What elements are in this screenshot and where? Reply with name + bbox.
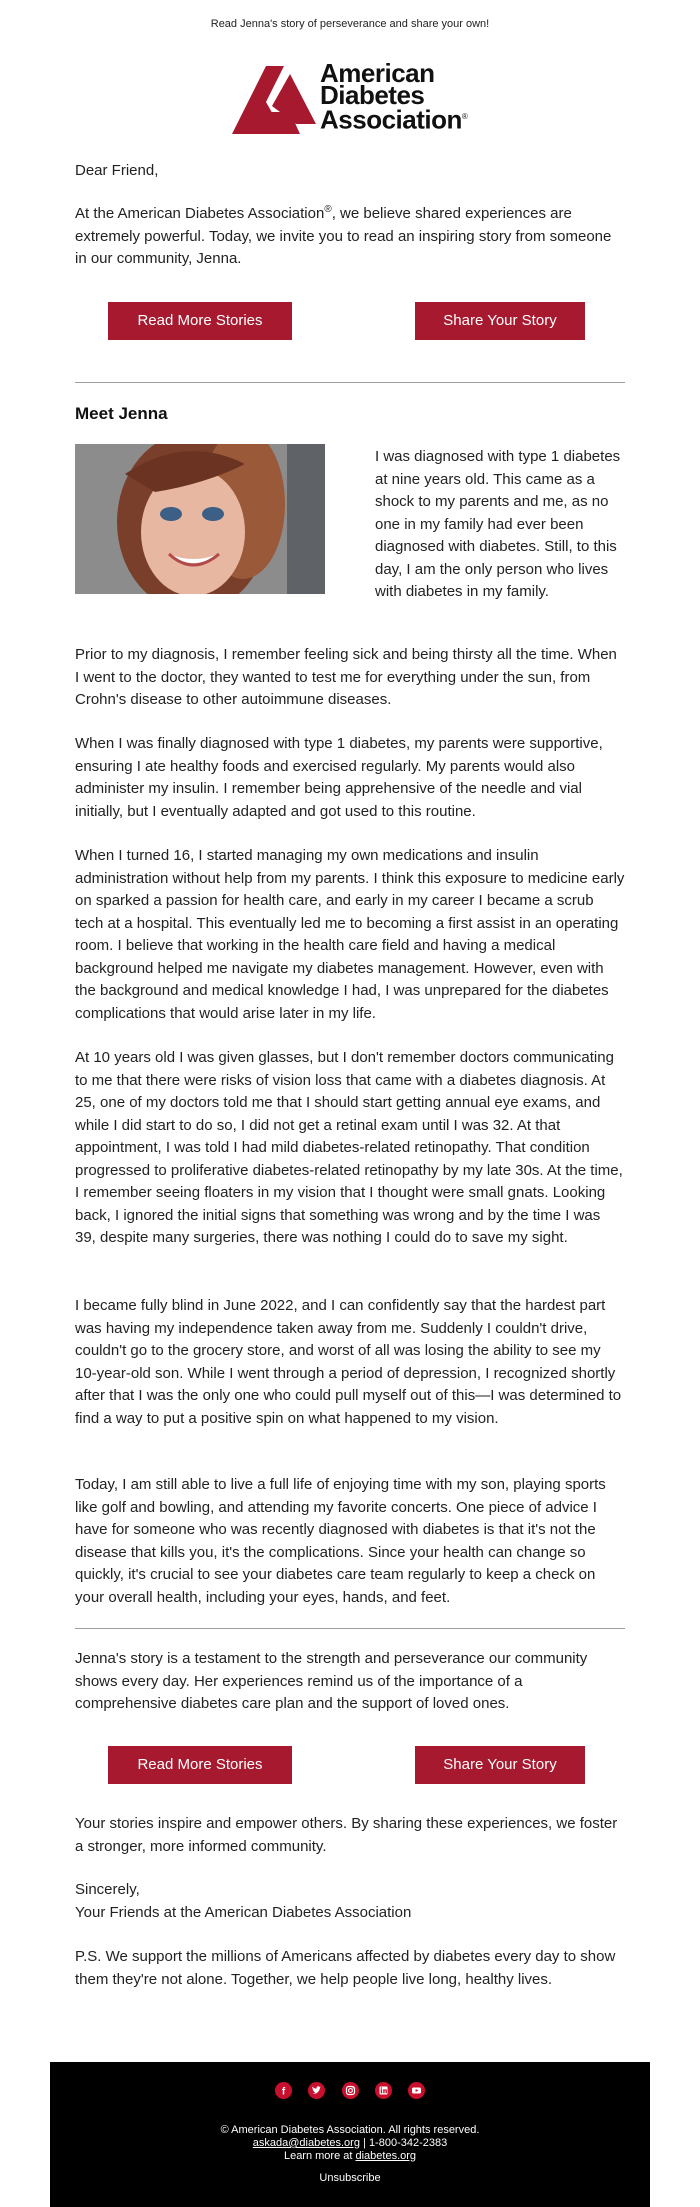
footer-email-link[interactable]: askada@diabetes.org (252, 2137, 360, 2149)
logo-line-3: Association (320, 104, 462, 135)
footer-separator: | (359, 2137, 369, 2149)
closing-ps: P.S. We support the millions of Americans affected by diabetes every day to show them they're not alone. Together, we help people live long, healthy lives. (75, 1948, 616, 1988)
divider-2 (75, 1628, 625, 1629)
closing-sincerely: Sincerely, (75, 1881, 140, 1898)
footer-learn-prefix: Learn more at (283, 2150, 356, 2162)
read-more-stories-button-2[interactable]: Read More Stories (108, 1746, 292, 1784)
social-links (50, 2082, 650, 2100)
greeting: Dear Friend, (75, 162, 159, 179)
logo-wordmark (320, 58, 480, 135)
facebook-icon[interactable] (275, 2082, 292, 2099)
read-more-stories-button[interactable]: Read More Stories (108, 302, 292, 340)
ada-triangle-logo-icon (232, 66, 320, 134)
story-paragraph-4: At 10 years old I was given glasses, but I don't remember doctors communicating to me that there were risks of vision loss that came with a diabetes diagnosis. At 25, one of my doctors told me that I should start getting annual eye exams, and while I did start to do so, I did not get a retinal exam until I was 32. At that appointment, I was told I had mild diabetes-related retinopathy. That condition progressed to proliferative diabetes-related retinopathy by my late 30s. At the time, I remember seeing floaters in my vision that I thought were small gnats. Looking back, I ignored the initial signs that something was wrong and by the time I was 39, despite many surgeries, there was nothing I could do to save my sight. (75, 1049, 623, 1246)
story-paragraph-2: When I was finally diagnosed with type 1 diabetes, my parents were supportive, ensuring I ate healthy foods and exercised regularly. My parents would also administer my insulin. I remember being apprehensive of the needle and vial initially, but I eventually adapted and got used to this routine. (75, 735, 603, 820)
footer-learn-more (50, 2150, 650, 2163)
footer-copyright: © American Diabetes Association. All rights reserved. (220, 2124, 480, 2136)
footer-phone: 1-800-342-2383 (368, 2137, 448, 2149)
share-your-story-button[interactable]: Share Your Story (415, 302, 585, 340)
intro-paragraph (75, 203, 625, 271)
closing-signature: Your Friends at the American Diabetes Association (75, 1903, 412, 1921)
story-intro-paragraph: I was diagnosed with type 1 diabetes at nine years old. This came as a shock to my parents and me, as no one in my family had ever been diagnosed with diabetes. Still, to this day, I am the only person who lives with diabetes in my family. (375, 448, 621, 600)
footer-contact (50, 2137, 650, 2150)
youtube-icon[interactable] (408, 2082, 425, 2099)
logo-registered-mark: ® (461, 112, 468, 121)
intro-text-2: , we believe shared experiences are extremely powerful. Today, we invite you to read an inspiring story from someone in our community, Jenna. (75, 205, 612, 267)
preheader-text: Read Jenna's story of perseverance and share your own! (210, 18, 490, 30)
intro-text-1: At the American Diabetes Association (75, 205, 325, 222)
story-paragraph-6: Today, I am still able to live a full life of enjoying time with my son, playing sports like golf and bowling, and attending my favorite concerts. One piece of advice I have for someone who was recently diagnosed with diabetes is that it's not the disease that kills you, it's the complications. Since your health can change so quickly, it's crucial to see your diabetes care team regularly to keep a check on your overall health, including your eyes, hands, and feet. (75, 1476, 606, 1606)
story-paragraph-3: When I turned 16, I started managing my own medications and insulin administration without help from my parents. I think this exposure to medicine early on sparked a passion for health care, and early in my career I became a scrub tech at a hospital. This eventually led me to becoming a first assist in an operating room. I believe that working in the health care field and having a medical background helped me navigate my diabetes management. However, even with the background and medical knowledge I had, I was unprepared for the diabetes complications that would arise later in my life. (75, 847, 625, 1022)
unsubscribe-link[interactable]: Unsubscribe (319, 2172, 381, 2184)
svg-text:f: f (281, 2086, 285, 2098)
jenna-portrait-image (75, 444, 325, 594)
intro-registered-mark: ® (324, 204, 332, 215)
twitter-icon[interactable] (308, 2082, 325, 2099)
footer (50, 2062, 650, 2207)
story-paragraph-5: I became fully blind in June 2022, and I can confidently say that the hardest part was having my independence taken away from me. Suddenly I couldn't drive, couldn't go to the grocery store, and worst of all was losing the ability to see my 10-year-old son. While I went through a period of depression, I recognized shortly after that I was the only one who could pull myself out of this—I was determined to find a way to put a positive spin on what happened to my vision. (75, 1297, 622, 1427)
story-paragraph-1: Prior to my diagnosis, I remember feeling sick and being thirsty all the time. When I went to the doctor, they wanted to test me for everything under the sun, from Crohn's disease to other autoimmune diseases. (75, 646, 617, 708)
linkedin-icon[interactable] (375, 2082, 392, 2099)
jenna-photo (75, 444, 325, 594)
logo-line-1: American (320, 58, 435, 88)
share-your-story-button-2[interactable]: Share Your Story (415, 1746, 585, 1784)
instagram-icon[interactable] (342, 2082, 359, 2099)
logo-line-2: Diabetes (320, 80, 425, 110)
story-heading: Meet Jenna (75, 404, 168, 423)
divider (75, 382, 625, 383)
closing-inspire: Your stories inspire and empower others. By sharing these experiences, we foster a stronger, more informed community. (75, 1815, 618, 1855)
footer-site-link[interactable]: diabetes.org (355, 2150, 417, 2162)
ada-logo[interactable] (232, 58, 472, 136)
closing-summary: Jenna's story is a testament to the strength and perseverance our community shows every day. Her experiences remind us of the importance of a comprehensive diabetes care plan and the support of loved ones. (75, 1650, 588, 1712)
